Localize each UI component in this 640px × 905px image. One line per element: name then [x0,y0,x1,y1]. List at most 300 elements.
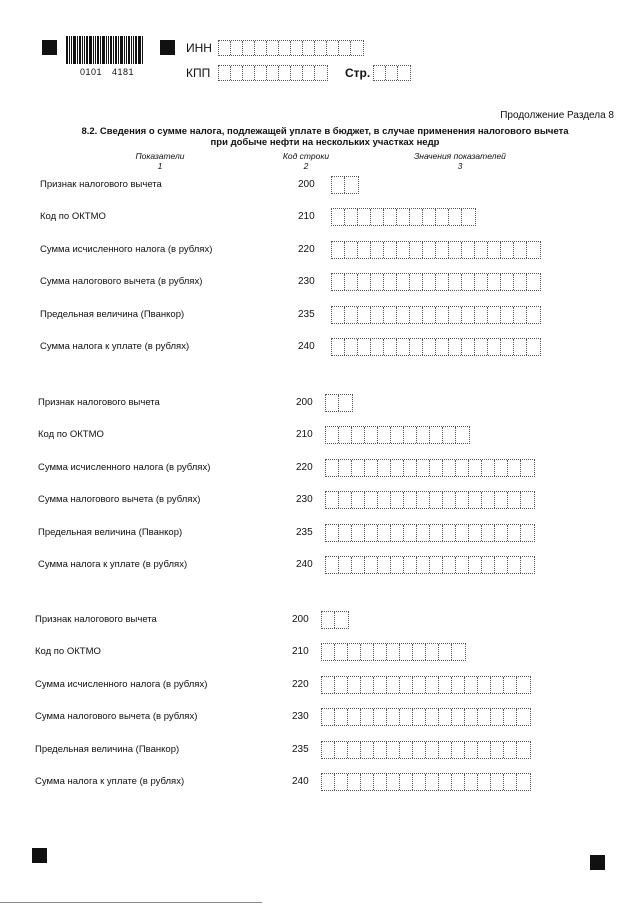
value-field-235[interactable] [321,741,531,759]
char-cell [397,339,410,355]
char-cell [384,242,397,258]
char-cell [426,709,439,725]
inn-field[interactable] [218,40,364,56]
char-cell [527,242,540,258]
char-cell [332,274,345,290]
char-cell [508,525,521,541]
barcode-bar [138,36,141,64]
char-cell [348,709,361,725]
char-cell [465,709,478,725]
char-cell [521,460,534,476]
corner-marker-bottom-right [590,855,605,870]
char-cell [352,427,365,443]
char-cell [358,339,371,355]
row-code: 200 [292,614,309,625]
char-cell [501,242,514,258]
char-cell [449,209,462,225]
row-code: 235 [292,743,309,755]
char-cell [348,742,361,758]
char-cell [361,709,374,725]
kpp-label: КПП [186,66,211,80]
char-cell [322,677,335,693]
barcode-bar [128,36,130,64]
char-cell [504,677,517,693]
barcode-bar [100,36,101,64]
barcode-bar [113,36,114,64]
row-code: 210 [296,429,313,441]
char-cell [400,742,413,758]
row-label: Предельная величина (Пванкор) [35,743,180,755]
char-cell [400,644,413,660]
value-field-235[interactable] [331,306,541,324]
barcode [66,36,148,64]
char-cell [456,460,469,476]
barcode-bar [124,36,125,64]
barcode-bar [108,36,109,64]
barcode-bar [79,36,81,64]
char-cell [469,460,482,476]
char-cell [469,492,482,508]
char-cell [527,307,540,323]
value-field-210[interactable] [331,208,476,226]
value-field-210[interactable] [325,426,470,444]
char-cell [332,339,345,355]
row-code: 200 [298,179,315,190]
char-cell [482,525,495,541]
char-cell [423,274,436,290]
barcode-bar [110,36,112,64]
char-cell [335,644,348,660]
char-cell [371,307,384,323]
char-cell [339,41,351,55]
inn-label: ИНН [186,41,212,55]
char-cell [219,41,231,55]
char-cell [391,492,404,508]
char-cell [508,492,521,508]
char-cell [384,339,397,355]
char-cell [345,339,358,355]
char-cell [371,209,384,225]
char-cell [482,492,495,508]
char-cell [384,307,397,323]
char-cell [439,709,452,725]
char-cell [352,557,365,573]
char-cell [488,339,501,355]
char-cell [358,209,371,225]
row-code: 220 [292,678,309,690]
char-cell [391,525,404,541]
char-cell [387,774,400,790]
char-cell [335,774,348,790]
char-cell [413,774,426,790]
char-cell [371,274,384,290]
char-cell [267,66,279,80]
char-cell [527,274,540,290]
row-label: Сумма налога к уплате (в рублях) [40,341,190,352]
char-cell [397,274,410,290]
char-cell [469,525,482,541]
char-cell [410,209,423,225]
char-cell [348,677,361,693]
char-cell [423,339,436,355]
char-cell [326,395,339,411]
char-cell [517,774,530,790]
char-cell [514,339,527,355]
section-title-line2: при добыче нефти на нескольких участках недр [210,137,440,148]
char-cell [371,242,384,258]
char-cell [443,492,456,508]
char-cell [397,242,410,258]
char-cell [491,677,504,693]
char-cell [413,742,426,758]
char-cell [371,339,384,355]
char-cell [345,307,358,323]
char-cell [365,492,378,508]
char-cell [378,525,391,541]
char-cell [478,677,491,693]
char-cell [231,41,243,55]
continuation-label: Продолжение Раздела 8 [500,110,614,121]
char-cell [404,492,417,508]
char-cell [352,460,365,476]
value-field-230[interactable] [321,708,531,726]
row-label: Код по ОКТМО [38,429,104,441]
char-cell [521,492,534,508]
char-cell [374,644,387,660]
value-field-220[interactable] [325,459,535,477]
char-cell [452,742,465,758]
barcode-bar [97,36,99,64]
char-cell [504,709,517,725]
char-cell [361,644,374,660]
char-cell [391,460,404,476]
char-cell [413,644,426,660]
char-cell [491,709,504,725]
row-label: Сумма налогового вычета (в рублях) [35,711,198,723]
char-cell [417,557,430,573]
char-cell [456,557,469,573]
char-cell [452,774,465,790]
value-field-240[interactable] [331,338,541,356]
char-cell [322,709,335,725]
char-cell [326,557,339,573]
char-cell [410,307,423,323]
corner-marker-top-right [160,40,175,55]
barcode-bar [93,36,94,64]
row-code: 220 [296,461,313,473]
char-cell [361,742,374,758]
row-code: 200 [296,397,313,408]
barcode-bar [77,36,78,64]
barcode-bar [131,36,132,64]
char-cell [384,274,397,290]
char-cell [439,774,452,790]
char-cell [365,557,378,573]
char-cell [404,525,417,541]
char-cell [332,209,345,225]
row-code: 210 [292,646,309,658]
char-cell [423,307,436,323]
barcode-bar [82,36,83,64]
char-cell [508,460,521,476]
char-cell [475,339,488,355]
char-cell [478,742,491,758]
char-cell [436,307,449,323]
value-field-230[interactable] [331,273,541,291]
char-cell [488,242,501,258]
char-cell [452,709,465,725]
row-code: 230 [292,711,309,723]
char-cell [514,274,527,290]
char-cell [443,460,456,476]
char-cell [326,492,339,508]
char-cell [436,339,449,355]
char-cell [465,677,478,693]
char-cell [361,677,374,693]
char-cell [439,677,452,693]
char-cell [378,557,391,573]
row-label: Сумма исчисленного налога (в рублях) [40,243,213,255]
barcode-bar [86,36,88,64]
char-cell [400,774,413,790]
char-cell [322,644,335,660]
row-label: Сумма налога к уплате (в рублях) [38,559,188,570]
char-cell [291,41,303,55]
row-code: 230 [296,494,313,506]
barcode-bar [142,36,143,64]
char-cell [495,557,508,573]
row-code: 240 [292,776,309,787]
row-label: Код по ОКТМО [40,211,106,223]
value-field-235[interactable] [325,524,535,542]
char-cell [462,274,475,290]
column-header-code [268,151,344,171]
char-cell [426,677,439,693]
char-cell [488,307,501,323]
barcode-bar [89,36,92,64]
char-cell [517,677,530,693]
barcode-bar [126,36,127,64]
char-cell [426,742,439,758]
value-field-230[interactable] [325,491,535,509]
char-cell [335,612,348,628]
char-cell [339,492,352,508]
char-cell [410,242,423,258]
char-cell [521,557,534,573]
char-cell [315,41,327,55]
column-header-values-text: Значения показателей [414,151,506,161]
char-cell [400,677,413,693]
char-cell [514,307,527,323]
char-cell [443,427,456,443]
char-cell [410,339,423,355]
char-cell [452,677,465,693]
bottom-line [0,902,262,903]
barcode-bar [95,36,96,64]
barcode-bar [133,36,134,64]
char-cell [404,460,417,476]
char-cell [335,709,348,725]
char-cell [279,66,291,80]
char-cell [508,557,521,573]
kpp-field[interactable] [218,65,328,81]
char-cell [413,677,426,693]
char-cell [386,66,398,80]
char-cell [436,209,449,225]
char-cell [495,460,508,476]
char-cell [478,774,491,790]
char-cell [482,460,495,476]
char-cell [332,307,345,323]
char-cell [417,427,430,443]
row-label: Предельная величина (Пванкор) [40,308,185,320]
char-cell [465,774,478,790]
char-cell [291,66,303,80]
char-cell [374,742,387,758]
char-cell [449,307,462,323]
char-cell [255,41,267,55]
char-cell [335,677,348,693]
char-cell [365,525,378,541]
char-cell [449,339,462,355]
value-field-240[interactable] [321,773,531,791]
char-cell [279,41,291,55]
value-field-210[interactable] [321,643,466,661]
char-cell [439,742,452,758]
char-cell [327,41,339,55]
char-cell [398,66,410,80]
column-header-indicators-num: 1 [157,161,163,171]
row-label: Признак налогового вычета [35,614,157,625]
char-cell [482,557,495,573]
value-field-220[interactable] [331,241,541,259]
char-cell [255,66,267,80]
row-code: 235 [296,526,313,538]
char-cell [345,242,358,258]
char-cell [521,525,534,541]
char-cell [475,274,488,290]
row-label: Сумма исчисленного налога (в рублях) [35,678,208,690]
char-cell [387,742,400,758]
barcode-bar [73,36,76,64]
char-cell [391,427,404,443]
char-cell [332,177,345,193]
char-cell [504,742,517,758]
char-cell [322,742,335,758]
char-cell [358,307,371,323]
char-cell [332,242,345,258]
char-cell [322,612,335,628]
char-cell [339,460,352,476]
row-label: Сумма налогового вычета (в рублях) [40,276,203,288]
value-field-200[interactable] [321,611,349,629]
section-title-line1: 8.2. Сведения о сумме налога, подлежащей уплате в бюджет, в случае применения налогового вычета [81,126,569,137]
value-field-240[interactable] [325,556,535,574]
char-cell [231,66,243,80]
char-cell [413,709,426,725]
char-cell [303,66,315,80]
char-cell [423,242,436,258]
char-cell [417,525,430,541]
char-cell [495,525,508,541]
char-cell [456,492,469,508]
char-cell [365,460,378,476]
value-field-200[interactable] [331,176,359,194]
char-cell [469,557,482,573]
char-cell [465,742,478,758]
char-cell [378,492,391,508]
char-cell [449,274,462,290]
char-cell [517,742,530,758]
char-cell [462,209,475,225]
char-cell [430,427,443,443]
char-cell [326,460,339,476]
char-cell [267,41,279,55]
char-cell [443,557,456,573]
corner-marker-top-left [42,40,57,55]
char-cell [517,709,530,725]
char-cell [404,557,417,573]
page-number-field[interactable] [373,65,411,81]
char-cell [378,460,391,476]
char-cell [495,492,508,508]
char-cell [400,709,413,725]
char-cell [358,274,371,290]
char-cell [348,774,361,790]
char-cell [374,66,386,80]
char-cell [501,274,514,290]
barcode-number-right: 4181 [112,67,135,77]
row-label: Сумма исчисленного налога (в рублях) [38,461,211,473]
char-cell [315,66,327,80]
char-cell [326,525,339,541]
char-cell [339,525,352,541]
char-cell [423,209,436,225]
char-cell [351,41,363,55]
value-field-200[interactable] [325,394,353,412]
corner-marker-bottom-left [32,848,47,863]
char-cell [345,209,358,225]
column-header-indicators [110,151,210,171]
column-header-indicators-text: Показатели [135,151,185,161]
char-cell [345,274,358,290]
row-code: 230 [298,276,315,288]
char-cell [475,307,488,323]
char-cell [387,644,400,660]
char-cell [352,525,365,541]
section-title [60,126,590,148]
char-cell [384,209,397,225]
row-label: Признак налогового вычета [40,179,162,190]
char-cell [397,307,410,323]
char-cell [462,242,475,258]
char-cell [426,774,439,790]
char-cell [501,339,514,355]
row-label: Признак налогового вычета [38,397,160,408]
page-label: Стр. [345,66,371,80]
value-field-220[interactable] [321,676,531,694]
char-cell [339,395,352,411]
char-cell [374,709,387,725]
char-cell [504,774,517,790]
char-cell [243,41,255,55]
row-code: 235 [298,308,315,320]
char-cell [374,677,387,693]
char-cell [339,427,352,443]
char-cell [387,677,400,693]
barcode-bar [71,36,72,64]
char-cell [491,774,504,790]
